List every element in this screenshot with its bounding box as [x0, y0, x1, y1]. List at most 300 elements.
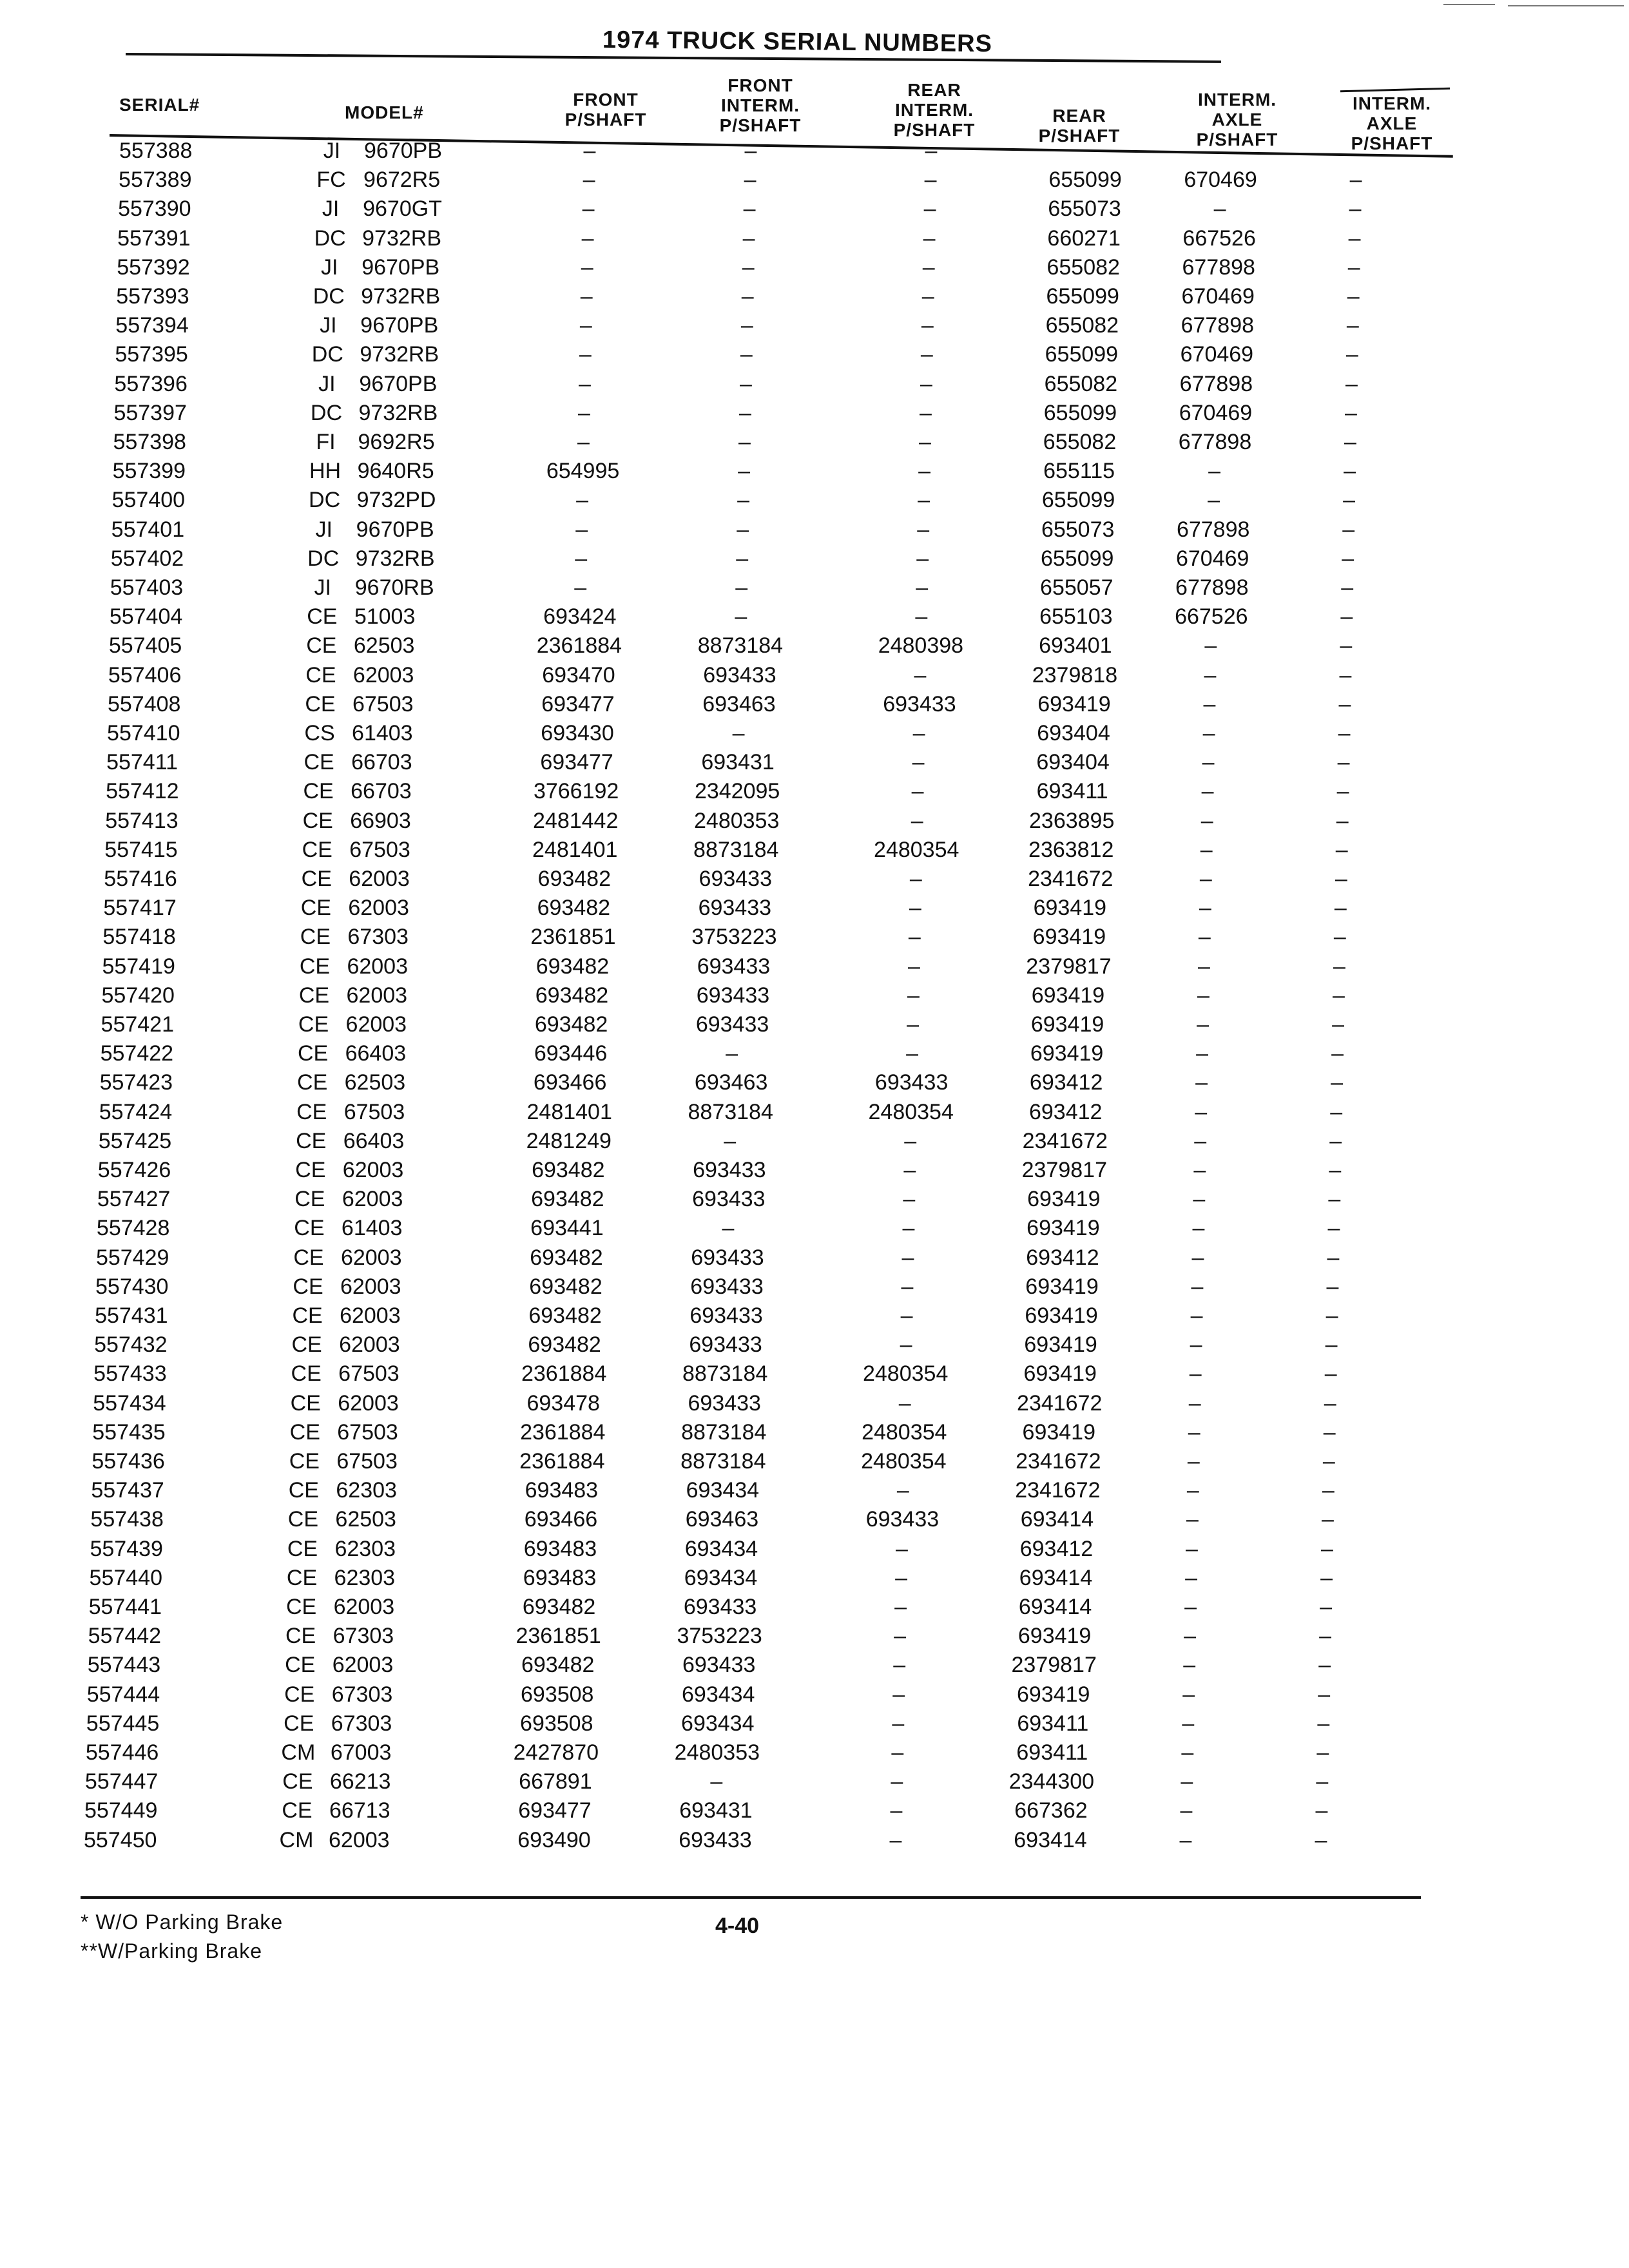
serial-cell: 557396: [114, 371, 188, 396]
front-interm-cell: 693433: [689, 1332, 762, 1358]
interm-axle-cell: –: [1188, 1419, 1200, 1445]
interm-axle-cell: –: [1199, 896, 1211, 921]
code-cell: CE: [285, 1624, 316, 1649]
serial-cell: 557443: [87, 1653, 161, 1678]
rear-pshaft-cell: 693419: [1025, 1303, 1098, 1328]
serial-cell: 557435: [92, 1419, 166, 1445]
rear-interm-cell: –: [909, 867, 922, 891]
front-interm-cell: –: [724, 1128, 737, 1153]
interm-axle2-cell: –: [1322, 1478, 1335, 1503]
front-pshaft-cell: 693446: [534, 1041, 608, 1066]
rear-pshaft-cell: 693419: [1025, 1274, 1099, 1299]
model-cell: 9670RB: [354, 575, 434, 600]
rear-pshaft-cell: 693419: [1027, 1187, 1101, 1212]
model-cell: 66703: [351, 779, 412, 804]
rear-interm-cell: 693433: [865, 1507, 940, 1532]
front-pshaft-cell: –: [575, 546, 588, 571]
rear-interm-cell: –: [901, 1245, 914, 1270]
rear-interm-cell: –: [915, 604, 928, 629]
serial-cell: 557402: [110, 546, 184, 571]
interm-axle2-cell: –: [1330, 1099, 1343, 1124]
rear-pshaft-cell: 655082: [1044, 371, 1118, 396]
rear-interm-cell: –: [912, 750, 925, 775]
code-cell: JI: [323, 139, 341, 163]
interm-axle2-cell: –: [1321, 1507, 1334, 1532]
rear-interm-cell: –: [908, 925, 921, 950]
rear-pshaft-cell: 2379817: [1011, 1653, 1097, 1678]
front-pshaft-cell: 2361851: [516, 1624, 601, 1649]
front-pshaft-cell: –: [583, 168, 595, 193]
serial-cell: 557420: [101, 983, 175, 1008]
rear-pshaft-cell: 655057: [1040, 575, 1113, 600]
interm-axle2-cell: –: [1320, 1565, 1333, 1590]
front-pshaft-cell: –: [576, 488, 589, 513]
rear-interm-cell: 693433: [874, 1070, 949, 1095]
serial-cell: 557436: [92, 1449, 165, 1474]
rear-interm-cell: –: [892, 1711, 905, 1736]
rear-pshaft-cell: 660271: [1047, 226, 1121, 251]
front-pshaft-cell: 2481401: [526, 1099, 612, 1124]
rear-interm-cell: –: [918, 488, 930, 513]
interm-axle2-cell: –: [1345, 342, 1358, 367]
front-pshaft-cell: 693482: [532, 1158, 605, 1182]
front-pshaft-cell: –: [583, 139, 596, 163]
code-cell: CE: [291, 1361, 322, 1387]
rear-interm-cell: –: [923, 226, 936, 251]
interm-axle-cell: –: [1194, 1128, 1207, 1153]
page-number: 4-40: [715, 1914, 760, 1938]
model-cell: 62503: [344, 1070, 406, 1095]
model-cell: 62003: [345, 1012, 407, 1037]
interm-axle-cell: –: [1182, 1682, 1195, 1707]
header-front-pshaft: FRONT P/SHAFT: [564, 90, 647, 130]
interm-axle2-cell: –: [1331, 1070, 1344, 1095]
rear-interm-cell: –: [896, 1478, 909, 1503]
model-cell: 67503: [336, 1449, 398, 1474]
model-cell: 66713: [329, 1798, 390, 1823]
front-pshaft-cell: 693482: [537, 867, 612, 891]
rear-pshaft-cell: 2363812: [1028, 837, 1114, 862]
interm-axle-cell: 667526: [1182, 226, 1256, 251]
rear-pshaft-cell: 693419: [1037, 691, 1111, 716]
rear-pshaft-cell: 693414: [1019, 1565, 1093, 1590]
model-cell: 9640R5: [357, 459, 434, 484]
interm-axle2-cell: –: [1332, 1012, 1344, 1037]
model-cell: 9692R5: [358, 430, 435, 454]
model-cell: 9732RB: [355, 546, 435, 571]
serial-cell: 557393: [116, 284, 189, 309]
front-interm-cell: –: [744, 168, 757, 193]
code-cell: HH: [309, 459, 342, 484]
model-cell: 62003: [347, 954, 408, 979]
model-cell: 67503: [337, 1419, 398, 1445]
serial-cell: 557425: [98, 1128, 172, 1153]
rear-interm-cell: –: [900, 1332, 912, 1358]
front-pshaft-cell: 2427870: [513, 1740, 599, 1765]
front-pshaft-cell: –: [578, 371, 591, 396]
code-cell: JI: [314, 575, 331, 600]
rear-pshaft-cell: 2341672: [1028, 867, 1113, 891]
rear-interm-cell: –: [923, 197, 936, 222]
code-cell: CE: [306, 633, 337, 658]
interm-axle-cell: –: [1182, 1711, 1195, 1736]
rear-interm-cell: –: [896, 1536, 908, 1561]
serial-cell: 557412: [106, 779, 179, 804]
serial-cell: 557408: [107, 691, 181, 716]
interm-axle2-cell: –: [1348, 226, 1361, 251]
front-pshaft-cell: 693424: [543, 604, 617, 629]
front-pshaft-cell: 693466: [524, 1507, 598, 1532]
interm-axle2-cell: –: [1335, 867, 1347, 891]
model-cell: 66903: [350, 808, 411, 833]
code-cell: CE: [296, 1099, 327, 1124]
model-cell: 66403: [343, 1128, 405, 1153]
rear-pshaft-cell: 693414: [1020, 1507, 1094, 1532]
front-interm-cell: 693433: [689, 1303, 763, 1328]
rear-interm-cell: –: [917, 517, 930, 542]
front-interm-cell: –: [740, 342, 753, 367]
rear-pshaft-cell: 693411: [1016, 1740, 1088, 1765]
serial-cell: 557438: [90, 1507, 164, 1532]
interm-axle-cell: 677898: [1181, 313, 1255, 338]
front-pshaft-cell: 693482: [537, 896, 611, 921]
front-interm-cell: –: [737, 517, 749, 542]
interm-axle-cell: –: [1202, 721, 1215, 745]
interm-axle-cell: –: [1183, 1653, 1196, 1678]
code-cell: CE: [285, 1595, 317, 1619]
front-interm-cell: 2480353: [694, 808, 780, 833]
rear-interm-cell: 2480354: [868, 1099, 954, 1124]
interm-axle-cell: 677898: [1175, 575, 1249, 600]
rear-pshaft-cell: 693404: [1036, 750, 1110, 775]
interm-axle2-cell: –: [1334, 896, 1347, 921]
code-cell: CE: [292, 1303, 323, 1328]
code-cell: CE: [305, 691, 336, 716]
rear-interm-cell: –: [909, 896, 921, 921]
front-interm-cell: 693433: [696, 983, 770, 1008]
interm-axle2-cell: –: [1318, 1653, 1331, 1678]
model-cell: 62303: [334, 1536, 396, 1561]
code-cell: CE: [293, 1274, 323, 1299]
model-cell: 62303: [334, 1565, 396, 1590]
interm-axle2-cell: –: [1317, 1711, 1330, 1736]
interm-axle-cell: –: [1204, 662, 1217, 687]
model-cell: 62003: [346, 983, 408, 1008]
interm-axle2-cell: –: [1343, 488, 1356, 513]
interm-axle2-cell: –: [1329, 1158, 1342, 1182]
front-interm-cell: 8873184: [681, 1419, 767, 1445]
serial-cell: 557411: [106, 750, 178, 775]
interm-axle-cell: –: [1197, 983, 1210, 1008]
serial-cell: 557410: [107, 721, 180, 745]
rear-interm-cell: –: [889, 1827, 902, 1852]
front-pshaft-cell: –: [581, 255, 593, 280]
front-interm-cell: 693433: [688, 1390, 761, 1416]
serial-cell: 557418: [102, 925, 176, 950]
front-interm-cell: 8873184: [697, 633, 784, 658]
serial-cell: 557447: [84, 1769, 159, 1794]
model-cell: 9670PB: [361, 255, 440, 280]
model-cell: 9670PB: [364, 139, 442, 163]
model-cell: 67303: [347, 925, 409, 950]
interm-axle2-cell: –: [1325, 1303, 1338, 1328]
interm-axle-cell: –: [1193, 1158, 1206, 1182]
serial-cell: 557419: [102, 954, 175, 979]
interm-axle2-cell: –: [1321, 1536, 1333, 1561]
interm-axle2-cell: –: [1344, 459, 1356, 484]
interm-axle-cell: –: [1180, 1798, 1193, 1823]
code-cell: CE: [289, 1419, 320, 1445]
interm-axle-cell: 677898: [1179, 371, 1253, 396]
code-cell: CE: [294, 1216, 325, 1241]
front-interm-cell: 693434: [681, 1711, 755, 1736]
front-pshaft-cell: 2361884: [536, 633, 622, 658]
rear-pshaft-cell: 2379817: [1026, 954, 1112, 979]
header-interm-axle-pshaft-1: INTERM. AXLE P/SHAFT: [1196, 90, 1278, 149]
header-model: MODEL#: [345, 102, 424, 122]
serial-cell: 557415: [104, 837, 178, 862]
front-interm-cell: 693433: [697, 954, 771, 979]
front-pshaft-cell: –: [577, 400, 590, 425]
serial-cell: 557444: [86, 1682, 160, 1707]
serial-cell: 557406: [108, 662, 182, 687]
front-pshaft-cell: 2361884: [521, 1361, 607, 1387]
rear-interm-cell: –: [895, 1565, 907, 1590]
rear-pshaft-cell: 655073: [1048, 197, 1121, 222]
front-pshaft-cell: 693508: [520, 1711, 593, 1736]
front-pshaft-cell: 693482: [530, 1245, 603, 1270]
model-cell: 67303: [333, 1624, 394, 1649]
rear-interm-cell: –: [921, 313, 934, 338]
interm-axle2-cell: –: [1338, 721, 1351, 745]
interm-axle-cell: 670469: [1180, 342, 1254, 367]
serial-cell: 557432: [94, 1332, 168, 1358]
front-pshaft-cell: –: [581, 226, 594, 251]
rear-pshaft-cell: 655082: [1045, 313, 1119, 338]
model-cell: 62003: [340, 1274, 401, 1299]
front-pshaft-cell: 693483: [523, 1536, 597, 1561]
serial-cell: 557417: [103, 896, 177, 921]
code-cell: CE: [301, 867, 332, 891]
front-pshaft-cell: 693508: [521, 1682, 594, 1707]
front-pshaft-cell: 2361851: [530, 925, 616, 950]
serial-cell: 557391: [117, 226, 191, 251]
rear-interm-cell: –: [911, 779, 924, 804]
interm-axle-cell: –: [1213, 197, 1226, 222]
interm-axle-cell: –: [1188, 1390, 1201, 1416]
front-interm-cell: 693433: [698, 896, 772, 921]
rear-pshaft-cell: 655099: [1046, 284, 1119, 309]
front-interm-cell: –: [739, 371, 752, 396]
interm-axle-cell: –: [1189, 1361, 1202, 1387]
serial-cell: 557427: [97, 1187, 171, 1212]
rear-pshaft-cell: 693414: [1018, 1595, 1092, 1619]
interm-axle2-cell: –: [1349, 197, 1362, 222]
serial-cell: 557431: [95, 1303, 168, 1328]
front-pshaft-cell: 693466: [533, 1070, 607, 1095]
rear-pshaft-cell: 693411: [1036, 779, 1108, 804]
interm-axle2-cell: –: [1336, 808, 1349, 833]
rear-pshaft-cell: 2341672: [1017, 1390, 1103, 1416]
code-cell: JI: [318, 371, 336, 396]
rear-pshaft-cell: 655103: [1039, 604, 1113, 629]
front-interm-cell: 693433: [692, 1187, 766, 1212]
rear-interm-cell: 2480354: [862, 1419, 947, 1445]
model-cell: 62003: [338, 1390, 399, 1416]
rear-interm-cell: –: [911, 808, 923, 833]
front-interm-cell: 693463: [702, 691, 776, 716]
rear-interm-cell: –: [921, 284, 934, 309]
front-interm-cell: –: [737, 488, 750, 513]
front-interm-cell: 693434: [686, 1478, 760, 1503]
front-interm-cell: –: [743, 197, 756, 222]
rear-pshaft-cell: 655099: [1043, 400, 1117, 425]
code-cell: CE: [300, 896, 331, 921]
rear-interm-cell: –: [894, 1595, 907, 1619]
code-cell: CE: [287, 1536, 318, 1561]
interm-axle2-cell: –: [1329, 1128, 1342, 1153]
model-cell: 62003: [342, 1187, 403, 1212]
interm-axle-cell: –: [1184, 1595, 1197, 1619]
front-interm-cell: 2480353: [674, 1740, 760, 1765]
table-bottom-rule: [81, 1896, 1421, 1899]
front-interm-cell: –: [740, 313, 753, 338]
interm-axle2-cell: –: [1324, 1390, 1336, 1416]
serial-cell: 557433: [93, 1361, 167, 1387]
rear-interm-cell: –: [900, 1303, 913, 1328]
front-pshaft-cell: 693477: [541, 691, 615, 716]
model-cell: 62003: [349, 867, 410, 891]
front-interm-cell: 8873184: [688, 1099, 773, 1124]
interm-axle2-cell: –: [1347, 284, 1360, 309]
model-cell: 62003: [340, 1303, 401, 1328]
interm-axle2-cell: –: [1342, 546, 1354, 571]
interm-axle-cell: –: [1202, 750, 1215, 775]
code-cell: CE: [284, 1711, 314, 1736]
interm-axle2-cell: –: [1320, 1595, 1333, 1619]
front-pshaft-cell: 693483: [523, 1565, 597, 1590]
interm-axle-cell: 667526: [1175, 604, 1248, 629]
model-cell: 9732RB: [362, 226, 442, 251]
front-pshaft-cell: 693482: [528, 1303, 602, 1328]
model-cell: 62003: [342, 1158, 404, 1182]
rear-pshaft-cell: 693419: [1030, 1041, 1104, 1066]
interm-axle2-cell: –: [1335, 837, 1348, 862]
rear-pshaft-cell: 655082: [1046, 255, 1120, 280]
model-cell: 67503: [349, 837, 410, 862]
code-cell: CE: [290, 1390, 321, 1416]
interm-axle-cell: –: [1185, 1565, 1197, 1590]
interm-axle2-cell: –: [1316, 1769, 1329, 1794]
front-pshaft-cell: 693482: [535, 983, 609, 1008]
rear-pshaft-cell: 693401: [1039, 633, 1112, 658]
front-pshaft-cell: –: [574, 575, 587, 600]
model-cell: 62003: [339, 1332, 400, 1358]
code-cell: CM: [279, 1827, 314, 1852]
interm-axle2-cell: –: [1316, 1740, 1329, 1765]
interm-axle-cell: –: [1195, 1070, 1208, 1095]
interm-axle2-cell: –: [1344, 430, 1356, 454]
rear-interm-cell: –: [916, 575, 929, 600]
code-cell: CE: [295, 1158, 326, 1182]
front-pshaft-cell: 693482: [531, 1187, 604, 1212]
model-cell: 62303: [336, 1478, 397, 1503]
code-cell: CM: [281, 1740, 316, 1765]
front-pshaft-cell: –: [579, 313, 592, 338]
model-cell: 62003: [332, 1653, 394, 1678]
footnote-1: * W/O Parking Brake: [81, 1910, 284, 1934]
header-interm-axle-pshaft-2: INTERM. AXLE P/SHAFT: [1351, 93, 1433, 153]
rear-pshaft-cell: 693419: [1033, 896, 1107, 921]
model-cell: 66403: [345, 1041, 407, 1066]
rear-interm-cell: –: [907, 983, 920, 1008]
model-cell: 62003: [329, 1827, 390, 1852]
serial-cell: 557430: [95, 1274, 169, 1299]
rear-pshaft-cell: 2341672: [1022, 1128, 1108, 1153]
model-cell: 9732RB: [358, 400, 438, 425]
rear-interm-cell: –: [893, 1653, 906, 1678]
model-cell: 9670PB: [356, 517, 434, 542]
model-cell: 9672R5: [363, 168, 441, 193]
rear-pshaft-cell: 2344300: [1008, 1769, 1095, 1794]
rear-pshaft-cell: 667362: [1014, 1798, 1088, 1823]
interm-axle2-cell: –: [1341, 575, 1354, 600]
interm-axle2-cell: –: [1319, 1624, 1332, 1649]
model-cell: 62503: [353, 633, 415, 658]
interm-axle-cell: –: [1187, 1449, 1200, 1474]
front-interm-cell: –: [742, 255, 755, 280]
front-pshaft-cell: 3766192: [533, 779, 619, 804]
rear-interm-cell: 693433: [883, 691, 956, 716]
rear-interm-cell: –: [925, 139, 938, 163]
model-cell: 62503: [335, 1507, 396, 1532]
front-pshaft-cell: 654995: [546, 459, 620, 484]
rear-interm-cell: –: [922, 255, 935, 280]
rear-pshaft-cell: 2379817: [1021, 1158, 1107, 1182]
rear-interm-cell: 2480398: [878, 633, 964, 658]
header-rear-interm-pshaft: REAR INTERM. P/SHAFT: [893, 80, 976, 140]
rear-pshaft-cell: 693419: [1027, 1216, 1100, 1241]
front-interm-cell: 693463: [685, 1507, 759, 1532]
model-cell: 61403: [341, 1216, 403, 1241]
header-serial: SERIAL#: [119, 95, 200, 115]
rear-pshaft-cell: 2363895: [1029, 808, 1115, 833]
rear-pshaft-cell: 655082: [1043, 430, 1117, 454]
interm-axle2-cell: –: [1315, 1798, 1328, 1823]
rear-interm-cell: –: [920, 342, 933, 367]
front-pshaft-cell: –: [582, 197, 595, 222]
rear-pshaft-cell: 693404: [1037, 721, 1110, 745]
front-pshaft-cell: 693482: [522, 1595, 596, 1619]
code-cell: CE: [300, 925, 331, 950]
front-pshaft-cell: 693482: [535, 954, 610, 979]
code-cell: CE: [297, 1041, 329, 1066]
interm-axle2-cell: –: [1318, 1682, 1331, 1707]
interm-axle2-cell: –: [1328, 1187, 1341, 1212]
front-pshaft-cell: 693482: [529, 1274, 602, 1299]
interm-axle2-cell: –: [1349, 168, 1362, 193]
serial-cell: 557439: [90, 1536, 163, 1561]
rear-pshaft-cell: 693412: [1028, 1099, 1103, 1124]
model-cell: 66703: [351, 750, 412, 775]
rear-pshaft-cell: 693412: [1029, 1070, 1103, 1095]
model-cell: 67303: [331, 1682, 393, 1707]
model-cell: 67503: [352, 691, 414, 716]
interm-axle-cell: 670469: [1181, 284, 1255, 309]
front-pshaft-cell: 693482: [521, 1653, 595, 1678]
rear-pshaft-cell: 655099: [1045, 342, 1119, 367]
rear-pshaft-cell: 693419: [1032, 925, 1106, 950]
